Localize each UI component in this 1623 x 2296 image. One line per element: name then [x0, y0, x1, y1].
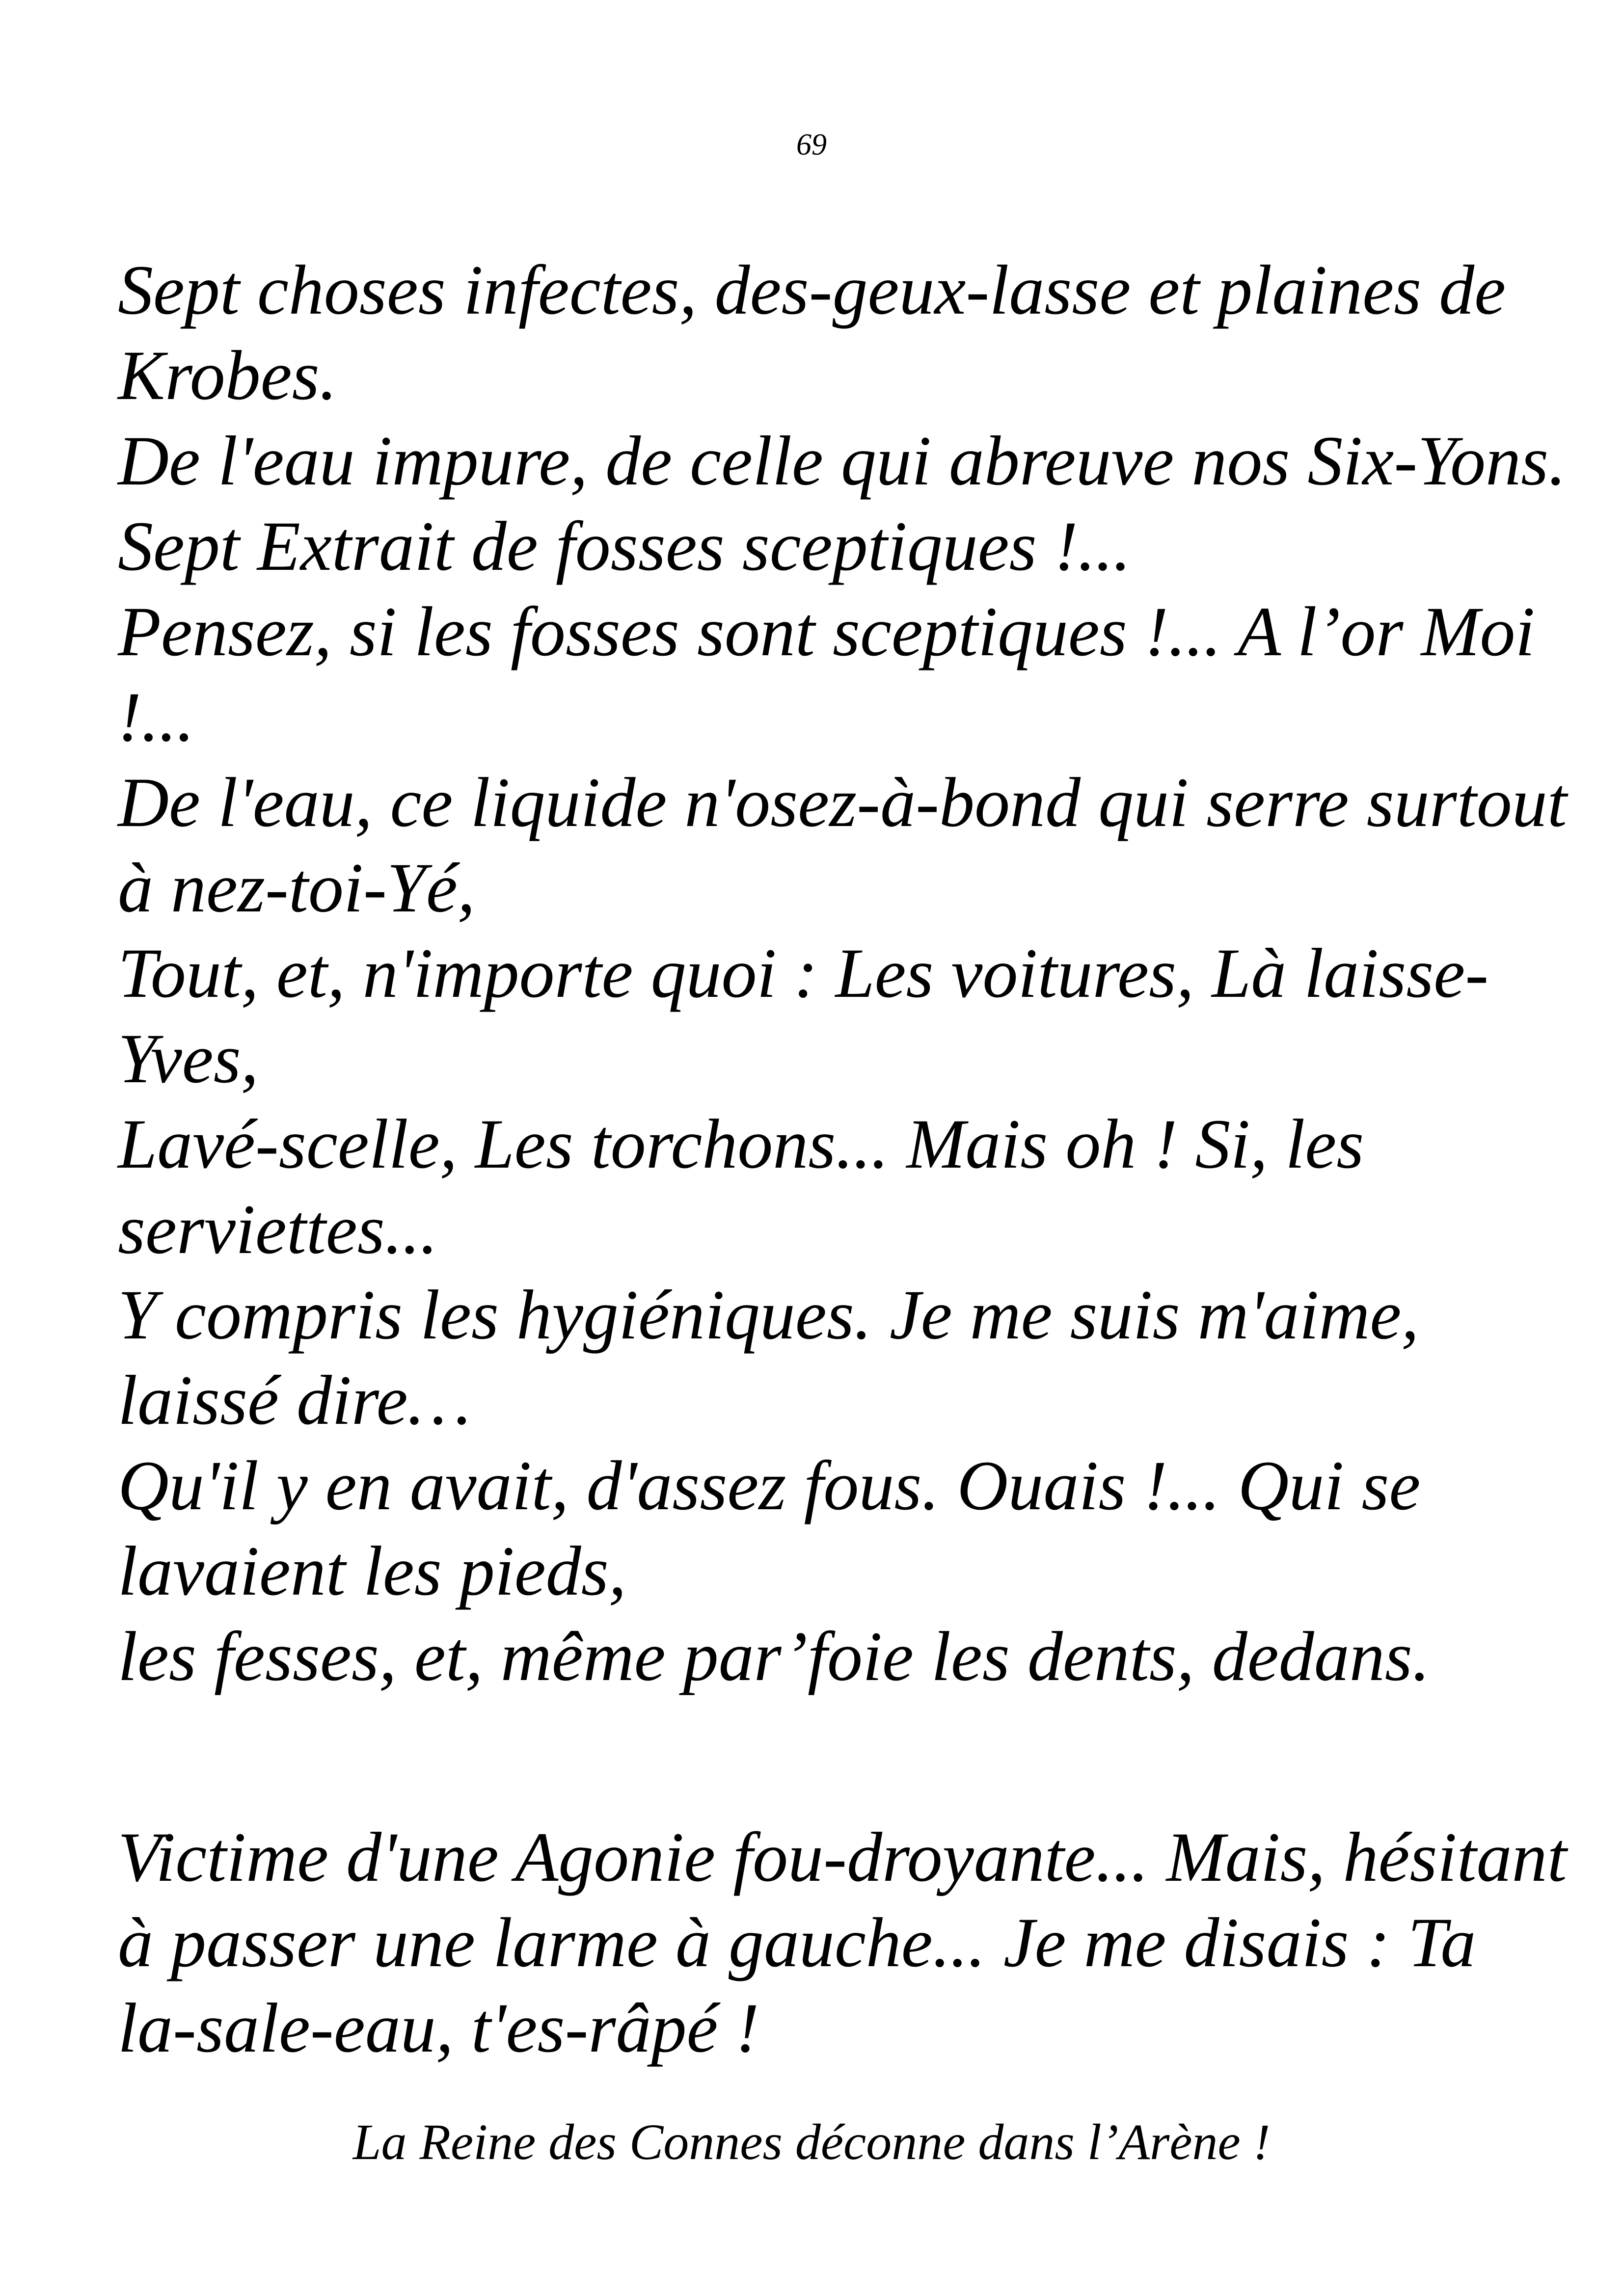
verse-line-6: Tout, et, n'importe quoi : Les voitures, Là laisse-Yves,	[118, 934, 1489, 1098]
verse-line-5: De l'eau, ce liquide n'osez-à-bond qui serre surtout à nez-toi-Yé,	[118, 764, 1567, 927]
verse-line-7: Lavé-scelle, Les torchons... Mais oh ! Si, les serviettes...	[118, 1105, 1364, 1269]
poem-stanza-2	[118, 1815, 1571, 2071]
verse-line-3: Sept Extrait de fosses sceptiques !...	[118, 507, 1131, 586]
verse-line-10: les fesses, et, même par’foie les dents, dedans.	[118, 1618, 1430, 1696]
verse-line-2: De l'eau impure, de celle qui abreuve nos Six-Yons.	[118, 422, 1567, 500]
verse-line-8: Y compris les hygiéniques. Je me suis m'aime, laissé dire…	[118, 1276, 1419, 1440]
poem-stanza-1	[118, 248, 1571, 1700]
page-footer: La Reine des Connes déconne dans l’Arène !	[352, 2114, 1271, 2170]
stanza-2-text: Victime d'une Agonie fou-droyante... Mais, hésitant à passer une larme à gauche... Je me disais : Ta la-sale-eau, t'es-râpé !	[118, 1818, 1567, 2067]
page-number: 69	[796, 128, 827, 161]
verse-line-4: Pensez, si les fosses sont sceptiques !... A l’or Moi !...	[118, 593, 1535, 756]
verse-line-9: Qu'il y en avait, d'assez fous. Ouais !... Qui se lavaient les pieds,	[118, 1447, 1421, 1610]
verse-line-1: Sept choses infectes, des-geux-lasse et plaines de Krobes.	[118, 251, 1506, 415]
